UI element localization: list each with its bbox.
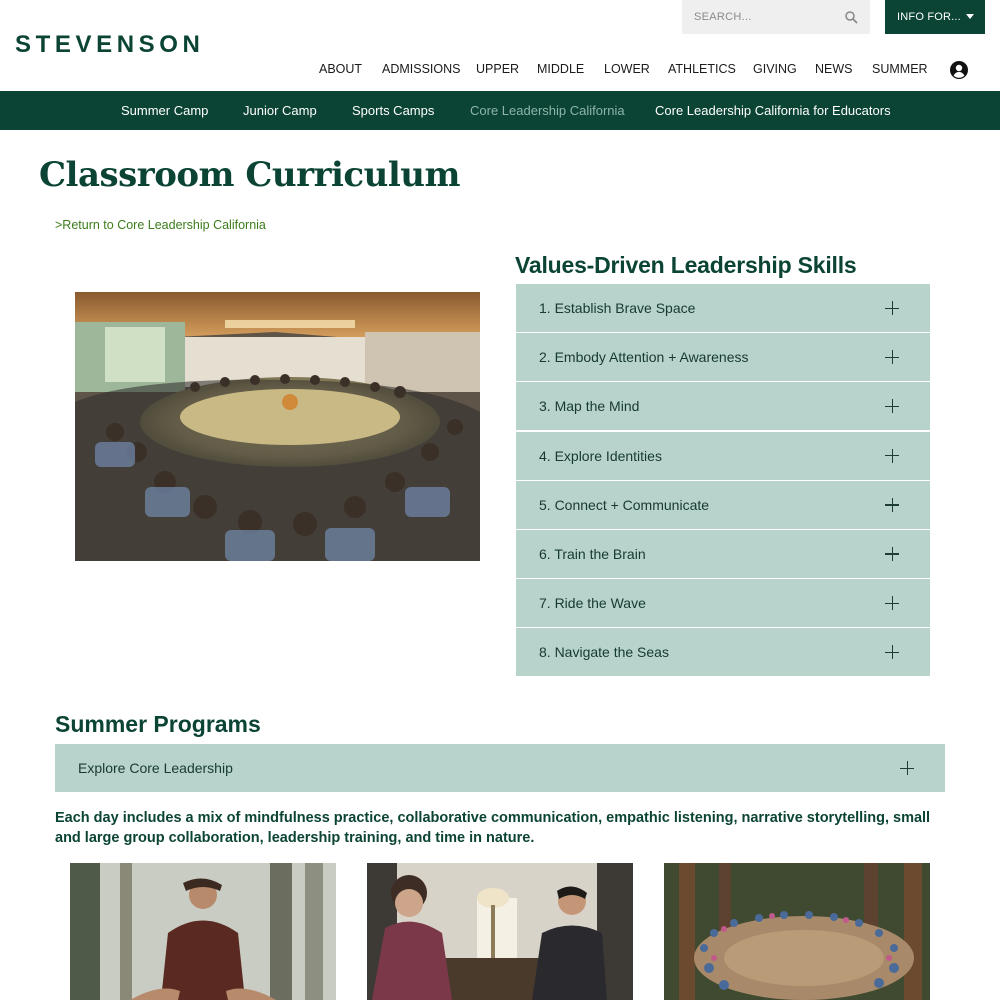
- plus-icon: [885, 645, 899, 659]
- info-for-dropdown[interactable]: [885, 0, 985, 34]
- skills-section-title: Values-Driven Leadership Skills: [515, 252, 857, 278]
- nav-item-summer[interactable]: SUMMER: [872, 62, 928, 76]
- subnav-item-junior-camp[interactable]: Junior Camp: [243, 103, 317, 118]
- nav-item-admissions[interactable]: ADMISSIONS: [382, 62, 461, 76]
- plus-icon: [885, 399, 899, 413]
- accordion-item-label: 1. Establish Brave Space: [539, 300, 696, 316]
- accordion-item-ride-the-wave[interactable]: [516, 579, 930, 627]
- plus-icon: [885, 547, 899, 561]
- accordion-item-train-the-brain[interactable]: [516, 530, 930, 578]
- forest-circle-photo: [664, 863, 930, 1000]
- accordion-item-navigate-the-seas[interactable]: [516, 628, 930, 676]
- accordion-item-label: 4. Explore Identities: [539, 447, 662, 464]
- accordion-item-label: Explore Core Leadership: [78, 760, 233, 776]
- nav-item-news[interactable]: NEWS: [815, 62, 853, 76]
- accordion-item-connect-communicate[interactable]: [516, 481, 930, 529]
- plus-icon: [885, 596, 899, 610]
- nav-item-middle[interactable]: MIDDLE: [537, 62, 585, 76]
- nav-item-about[interactable]: ABOUT: [319, 62, 363, 76]
- subnav-item-core-leadership-educators[interactable]: Core Leadership California for Educators: [655, 103, 891, 118]
- accordion-item-embody-attention[interactable]: [516, 333, 930, 381]
- classroom-circle-photo: [75, 292, 480, 561]
- program-description: Each day includes a mix of mindfulness practice, collaborative communication, empathic listening, narrative storytelling, small and large group collaboration, leadership training, and time in nature.: [55, 810, 931, 846]
- accordion-item-establish-brave-space[interactable]: [516, 284, 930, 332]
- plus-icon: [885, 449, 899, 463]
- caret-down-icon: [966, 14, 974, 19]
- plus-icon: [885, 350, 899, 364]
- plus-icon: [885, 498, 899, 512]
- sub-nav: [0, 91, 1000, 130]
- skills-accordion: [516, 284, 930, 678]
- page-title: Classroom Curriculum: [39, 155, 460, 195]
- main-nav: [0, 62, 1000, 80]
- explore-core-leadership-accordion[interactable]: [55, 744, 945, 792]
- plus-icon: [900, 761, 914, 775]
- logo[interactable]: STEVENSON: [15, 31, 205, 58]
- accordion-item-label: 8. Navigate the Seas: [539, 644, 669, 661]
- accordion-item-label: 6. Train the Brain: [539, 545, 646, 562]
- accordion-item-explore-identities[interactable]: [516, 432, 930, 480]
- search-box: [682, 0, 870, 34]
- nav-item-lower[interactable]: LOWER: [604, 62, 650, 76]
- search-icon[interactable]: [844, 10, 858, 24]
- accordion-item-label: 5. Connect + Communicate: [539, 496, 710, 513]
- programs-section-title: Summer Programs: [55, 711, 261, 737]
- accordion-item-label: 2. Embody Attention + Awareness: [539, 349, 749, 366]
- conversation-photo: [367, 863, 633, 1000]
- accordion-item-label: 7. Ride the Wave: [539, 595, 646, 612]
- user-account-icon[interactable]: [950, 61, 968, 79]
- plus-icon: [885, 301, 899, 315]
- return-link[interactable]: >Return to Core Leadership California: [55, 218, 266, 232]
- meditation-photo: [70, 863, 336, 1000]
- nav-item-athletics[interactable]: ATHLETICS: [668, 62, 736, 76]
- subnav-item-core-leadership-california[interactable]: Core Leadership California: [470, 103, 625, 118]
- info-for-label: INFO FOR...: [897, 11, 961, 23]
- search-input[interactable]: [682, 0, 832, 34]
- accordion-item-map-the-mind[interactable]: [516, 382, 930, 430]
- subnav-item-sports-camps[interactable]: Sports Camps: [352, 103, 435, 118]
- subnav-item-summer-camp[interactable]: Summer Camp: [121, 103, 209, 118]
- accordion-item-label: 3. Map the Mind: [539, 398, 640, 415]
- nav-item-upper[interactable]: UPPER: [476, 62, 520, 76]
- nav-item-giving[interactable]: GIVING: [753, 62, 797, 76]
